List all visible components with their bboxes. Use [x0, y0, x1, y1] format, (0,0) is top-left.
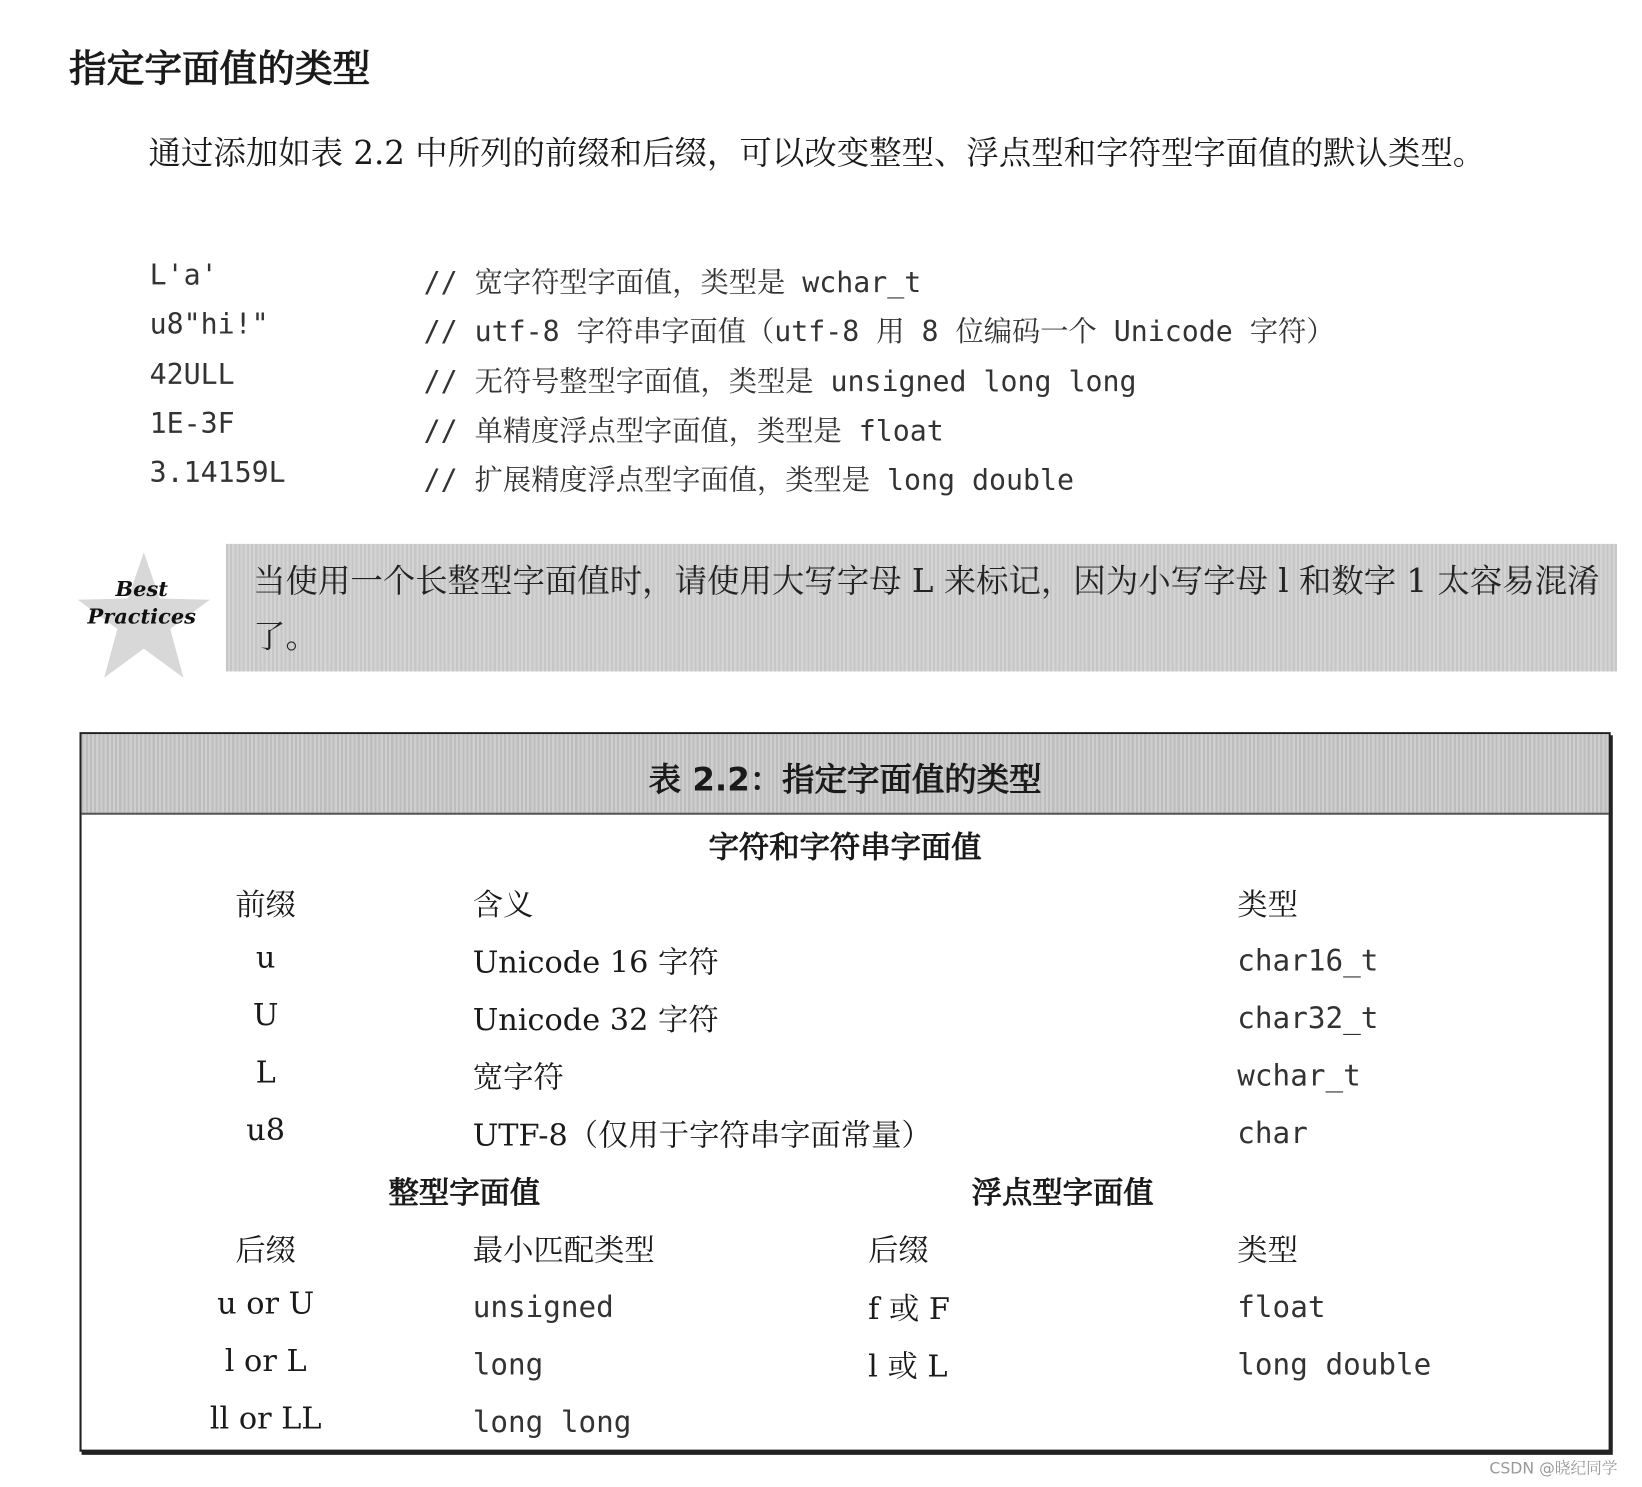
code-literal: 1E-3F — [149, 407, 235, 441]
code-comment: // 宽字符型字面值，类型是 wchar_t — [423, 266, 922, 300]
section-label: 字符和字符串字面值 — [708, 829, 982, 865]
table-cell: l or L — [224, 1342, 307, 1379]
table-cell: float — [1237, 1289, 1326, 1325]
table-cell: char — [1237, 1115, 1308, 1151]
table-cell: L — [255, 1054, 276, 1090]
table-cell: wchar_t — [1237, 1058, 1361, 1093]
column-header: 含义 — [472, 886, 534, 923]
code-literal: 42ULL — [149, 358, 235, 392]
table-cell: ll or LL — [209, 1400, 322, 1437]
table-title: 表 2.2：指定字面值的类型 — [648, 761, 1042, 800]
table-cell: long long — [472, 1404, 632, 1440]
code-comment: // 单精度浮点型字面值，类型是 float — [423, 415, 944, 448]
section-label: 整型字面值 — [388, 1174, 541, 1211]
table-cell: char16_t — [1237, 943, 1379, 978]
column-header: 后缀 — [868, 1232, 929, 1268]
code-comment: // utf-8 字符串字面值（utf-8 用 8 位编码一个 Unicode 字符） — [423, 315, 1335, 349]
table-cell: Unicode 16 字符 — [472, 944, 719, 981]
column-header: 前缀 — [235, 886, 296, 923]
table-cell: u or U — [217, 1285, 315, 1321]
table-cell: Unicode 32 字符 — [472, 1001, 719, 1038]
code-comment: // 扩展精度浮点型字面值，类型是 long double — [423, 464, 1074, 497]
section-heading: 指定字面值的类型 — [69, 48, 371, 91]
column-header: 后缀 — [235, 1232, 296, 1268]
table-cell: l 或 L — [868, 1348, 948, 1384]
code-literal: 3.14159L — [149, 457, 286, 490]
intro-paragraph: 通过添加如表 2.2 中所列的前缀和后缀，可以改变整型、浮点型和字符型字面值的默认类型。 — [148, 134, 1486, 173]
table-cell: unsigned — [472, 1289, 614, 1325]
best-practice-note — [226, 544, 1617, 672]
code-literal: L'a' — [149, 259, 218, 292]
column-header: 最小匹配类型 — [472, 1232, 655, 1268]
table-cell: u — [255, 939, 276, 975]
table-cell: u8 — [246, 1111, 286, 1148]
table-cell: 宽字符 — [472, 1059, 564, 1096]
code-literal: u8"hi!" — [149, 308, 269, 341]
table-cell: long — [472, 1347, 544, 1382]
table-cell: U — [252, 996, 279, 1033]
column-header: 类型 — [1237, 886, 1298, 923]
section-label: 浮点型字面值 — [971, 1174, 1154, 1211]
best-practices-badge: Best Practices — [87, 576, 196, 629]
table-header — [82, 734, 1609, 815]
code-comment: // 无符号整型字面值，类型是 unsigned long long — [423, 366, 1137, 399]
watermark: CSDN @晓纪同学 — [1489, 1459, 1618, 1478]
column-header: 类型 — [1237, 1232, 1298, 1268]
table-cell: char32_t — [1237, 1000, 1379, 1036]
table-cell: f 或 F — [868, 1290, 950, 1327]
literal-types-table — [79, 732, 1610, 1452]
note-text: 当使用一个长整型字面值时，请使用大写字母 L 来标记，因为小写字母 l 和数字 1 太容易混淆了。 — [253, 562, 1600, 656]
table-cell: long double — [1237, 1347, 1432, 1382]
table-cell: UTF-8（仅用于字符串字面常量） — [472, 1117, 932, 1153]
